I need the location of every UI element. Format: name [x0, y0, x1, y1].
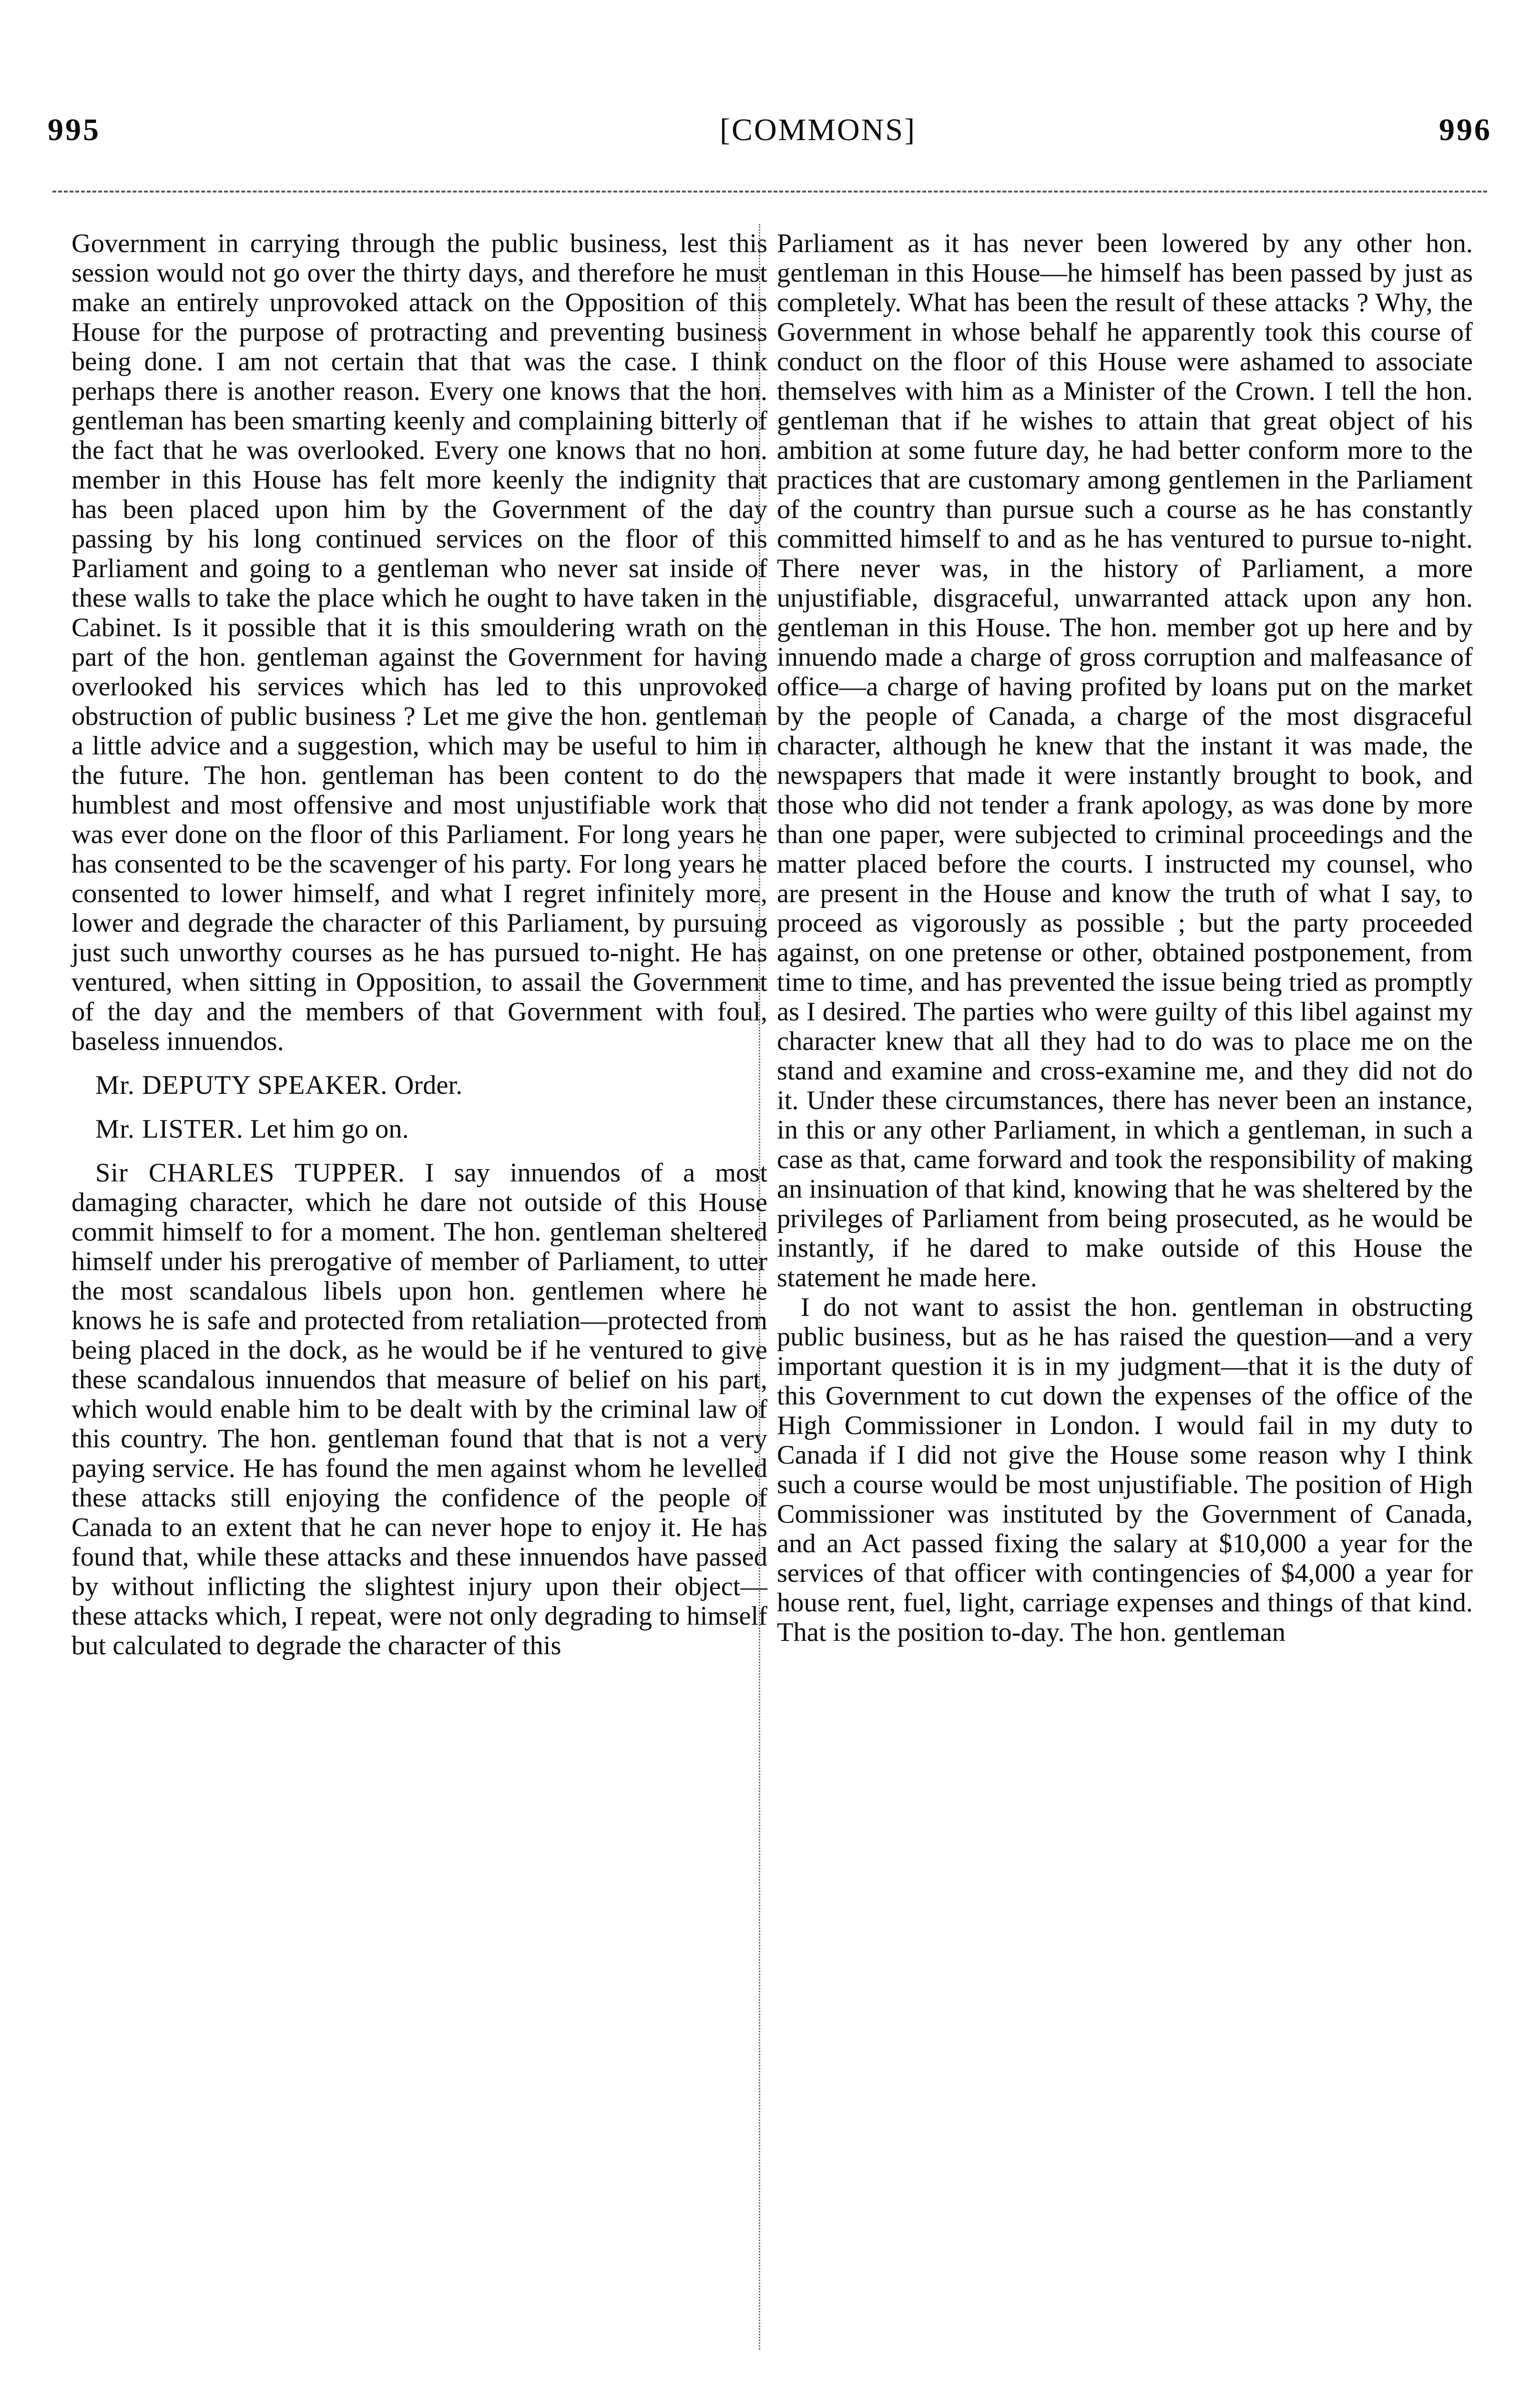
left-paragraph-4 — [71, 1158, 767, 1660]
page-number-right: 996 — [1439, 112, 1492, 147]
speaker-name: Mr. DEPUTY SPEAKER. — [95, 1070, 388, 1100]
left-column — [71, 229, 767, 1660]
column-divider — [759, 224, 760, 2350]
left-paragraph-1: Government in carrying through the public business, lest this session would not go over the thirty days, and therefore he must make an entirely unprovoked attack on the Opposition of this House for the purpose of protracting and preventing business being done. I am not certain that that was the case. I think perhaps there is another reason. Every one knows that the hon. gentleman has been smarting keenly and complaining bitterly of the fact that he was overlooked. Every one knows that no hon. member in this House has felt more keenly the indignity that has been placed upon him by the Government of the day passing by his long continued services on the floor of this Parliament and going to a gentleman who never sat inside of these walls to take the place which he ought to have taken in the Cabinet. Is it possible that it is this smouldering wrath on the part of the hon. gentleman against the Government for having overlooked his services which has led to this unprovoked obstruction of public business ? Let me give the hon. gentleman a little advice and a suggestion, which may be useful to him in the future. The hon. gentleman has been content to do the humblest and most offensive and most unjustifiable work that was ever done on the floor of this Parliament. For long years he has consented to be the scavenger of his party. For long years he consented to lower himself, and what I regret infinitely more, lower and degrade the character of this Parliament, by pursuing just such unworthy courses as he has pursued to-night. He has ventured, when sitting in Opposition, to assail the Government of the day and the members of that Government with foul, baseless innuendos. — [71, 229, 767, 1056]
page-title: [COMMONS] — [720, 112, 917, 147]
speech-text: Order. — [394, 1070, 463, 1100]
page-header — [48, 112, 1492, 164]
right-paragraph-2: I do not want to assist the hon. gentleman in obstructing public business, but as he has raised the question—and a very important question it is in my judgment—that it is the duty of this Government to cut down the expenses of the office of the High Commissioner in London. I would fail in my duty to Canada if I did not give the House some reason why I think such a course would be most unjustifiable. The position of High Commissioner was instituted by the Government of Canada, and an Act passed fixing the salary at $10,000 a year for the services of that officer with contingencies of $4,000 a year for house rent, fuel, light, carriage expenses and things of that kind. That is the position to-day. The hon. gentleman — [777, 1293, 1473, 1647]
right-column — [777, 229, 1473, 1647]
right-paragraph-1: Parliament as it has never been lowered by any other hon. gentleman in this House—he himself has been passed by just as completely. What has been the result of these attacks ? Why, the Government in whose behalf he apparently took this course of conduct on the floor of this House were ashamed to associate themselves with him as a Minister of the Crown. I tell the hon. gentleman that if he wishes to attain that great object of his ambition at some future day, he had better conform more to the practices that are customary among gentlemen in the Parliament of the country than pursue such a course as he has constantly committed himself to and as he has ventured to pursue to-night. There never was, in the history of Parliament, a more unjustifiable, disgraceful, unwarranted attack upon any hon. gentleman in this House. The hon. member got up here and by innuendo made a charge of gross corruption and malfeasance of office—a charge of having profited by loans put on the market by the people of Canada, a charge of the most disgraceful character, although he knew that the instant it was made, the newspapers that made it were instantly brought to book, and those who did not tender a frank apology, as was done by more than one paper, were subjected to criminal proceedings and the matter placed before the courts. I instructed my counsel, who are present in the House and know the truth of what I say, to proceed as vigorously as possible ; but the party proceeded against, on one pretense or other, obtained postponement, from time to time, and has prevented the issue being tried as promptly as I desired. The parties who were guilty of this libel against my character knew that all they had to do was to place me on the stand and examine and cross-examine me, and they did not do it. Under these circumstances, there has never been an instance, in this or any other Parliament, in which a gentleman, in such a case as that, came forward and took the responsibility of making an insinuation of that kind, knowing that he was sheltered by the privileges of Parliament from being prosecuted, as he would be instantly, if he dared to make outside of this House the statement he made here. — [777, 229, 1473, 1293]
page-number-left: 995 — [48, 112, 101, 147]
header-rule — [52, 191, 1487, 193]
left-paragraph-2 — [71, 1070, 767, 1100]
speaker-name: Sir CHARLES TUPPER. — [95, 1158, 405, 1188]
speaker-name: Mr. LISTER. — [95, 1114, 244, 1144]
left-paragraph-3 — [71, 1114, 767, 1144]
speech-text: Let him go on. — [250, 1114, 409, 1144]
speech-text: I say innuendos of a most damaging character, which he dare not outside of this House commit himself to for a moment. The hon. gentleman sheltered himself under his prerogative of member of Parliament, to utter the most scandalous libels upon hon. gentlemen where he knows he is safe and protected from retaliation—protected from being placed in the dock, as he would be if he ventured to give these scandalous innuendos that measure of belief on his part, which would enable him to be dealt with by the criminal law of this country. The hon. gentleman found that that is not a very paying service. He has found the men against whom he levelled these attacks still enjoying the confidence of the people of Canada to an extent that he can never hope to enjoy it. He has found that, while these attacks and these innuendos have passed by without inflicting the slightest injury upon their object—these attacks which, I repeat, were not only degrading to himself but calculated to degrade the character of this — [71, 1158, 767, 1660]
